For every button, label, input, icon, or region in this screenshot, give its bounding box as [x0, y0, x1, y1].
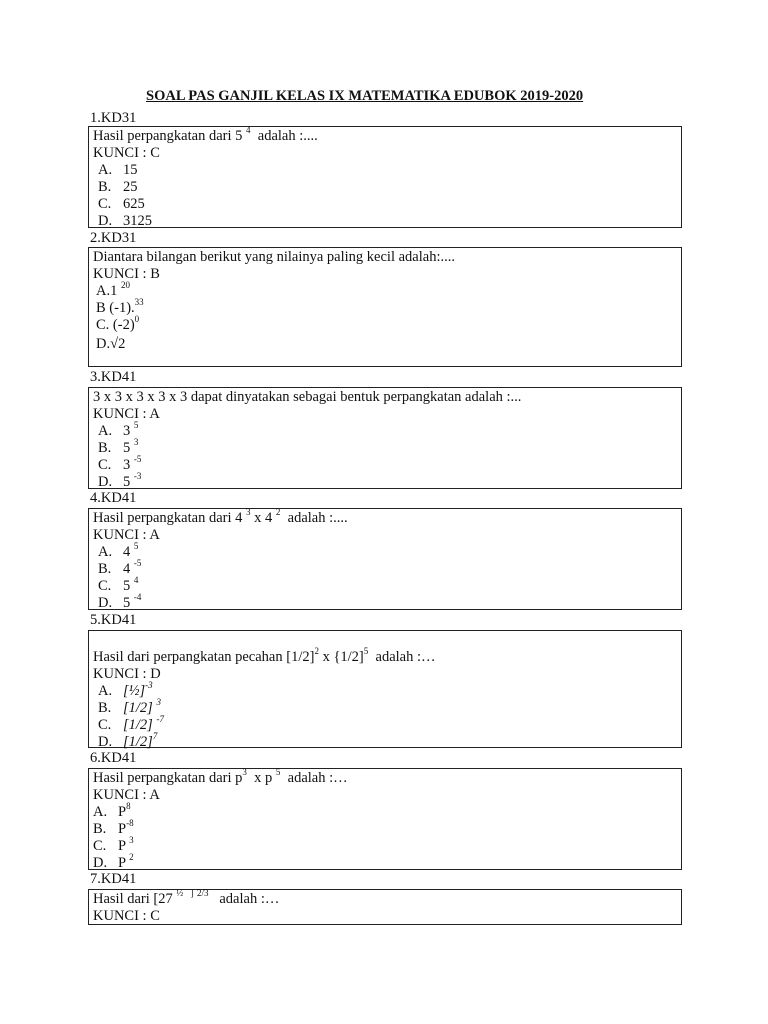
option-b: B. [1/2] $^3$	[98, 697, 161, 716]
kd-label-1: 1.KD31	[90, 110, 137, 126]
question-box-7	[88, 889, 682, 925]
answer-key-3: KUNCI : A	[93, 406, 160, 422]
kd-label-7: 7.KD41	[90, 871, 137, 887]
option-d: D. P $^2$	[93, 852, 134, 871]
kd-label-3: 3.KD41	[90, 369, 137, 385]
question-box-3	[88, 387, 682, 489]
option-d: D.√2	[96, 336, 126, 352]
option-a: A. [½]$^{-3}$	[98, 680, 153, 699]
option-c: C. $(-2)^0$	[96, 314, 140, 333]
option-a: A. 3 $^5$	[98, 420, 139, 439]
option-d: D. 5 $^{-3}$	[98, 471, 142, 490]
question-text-2: Diantara bilangan berikut yang nilainya paling kecil adalah:....	[93, 249, 455, 265]
option-d: D. 5 $^{-4}$	[98, 592, 142, 611]
option-a: A. 4 $^5$	[98, 541, 139, 560]
question-text-4: Hasil perpangkatan dari 4 $^3$ x 4 $^2$ adalah :....	[93, 507, 348, 526]
answer-key-6: KUNCI : A	[93, 787, 160, 803]
answer-key-5: KUNCI : D	[93, 666, 161, 682]
option-b: B. 5 $^3$	[98, 437, 139, 456]
question-text-5: Hasil dari perpangkatan pecahan $[1/2]^2$ x {1/2]$^5$ adalah :…	[93, 646, 436, 665]
option-c: C. P $^3$	[93, 835, 134, 854]
question-text-6: Hasil perpangkatan dari $p^3$ x p $^5$ adalah :…	[93, 767, 348, 786]
kd-label-6: 6.KD41	[90, 750, 137, 766]
option-b: B. 25	[98, 179, 138, 195]
option-b: B. $P^{-8}$	[93, 818, 134, 837]
option-b: B. 4 $^{-5}$	[98, 558, 142, 577]
kd-label-2: 2.KD31	[90, 230, 137, 246]
option-c: C. 5 $^4$	[98, 575, 139, 594]
page-title: SOAL PAS GANJIL KELAS IX MATEMATIKA EDUBOK 2019-2020	[146, 88, 584, 104]
kd-label-5: 5.KD41	[90, 612, 137, 628]
question-box-5	[88, 630, 682, 748]
question-box-4	[88, 508, 682, 610]
answer-key-1: KUNCI : C	[93, 145, 160, 161]
option-c: C. 625	[98, 196, 145, 212]
question-text-3: 3 x 3 x 3 x 3 x 3 dapat dinyatakan sebagai bentuk perpangkatan adalah :...	[93, 389, 522, 405]
option-a: A. 15	[98, 162, 138, 178]
option-c: C. [1/2] $^{-7}$	[98, 714, 164, 733]
option-c: C. 3 $^{-5}$	[98, 454, 142, 473]
answer-key-4: KUNCI : A	[93, 527, 160, 543]
question-text-1: Hasil perpangkatan dari 5 $^4$ adalah :....	[93, 125, 318, 144]
kd-label-4: 4.KD41	[90, 490, 137, 506]
option-d: D. 3125	[98, 213, 152, 229]
option-b: B (-1).$^{33}$	[96, 297, 144, 316]
answer-key-7: KUNCI : C	[93, 908, 160, 924]
question-box-6	[88, 768, 682, 870]
answer-key-2: KUNCI : B	[93, 266, 160, 282]
question-box-2	[88, 247, 682, 367]
question-box-1	[88, 126, 682, 228]
option-a: A.1 $^{20}$	[96, 280, 130, 299]
option-d: D. $[1/2]^7$	[98, 731, 158, 750]
question-text-7: Hasil dari [27 $^{\frac{1}{2}}$ ] $^{2/3}$ adalah :…	[93, 888, 280, 907]
option-a: A. $P^8$	[93, 801, 131, 820]
